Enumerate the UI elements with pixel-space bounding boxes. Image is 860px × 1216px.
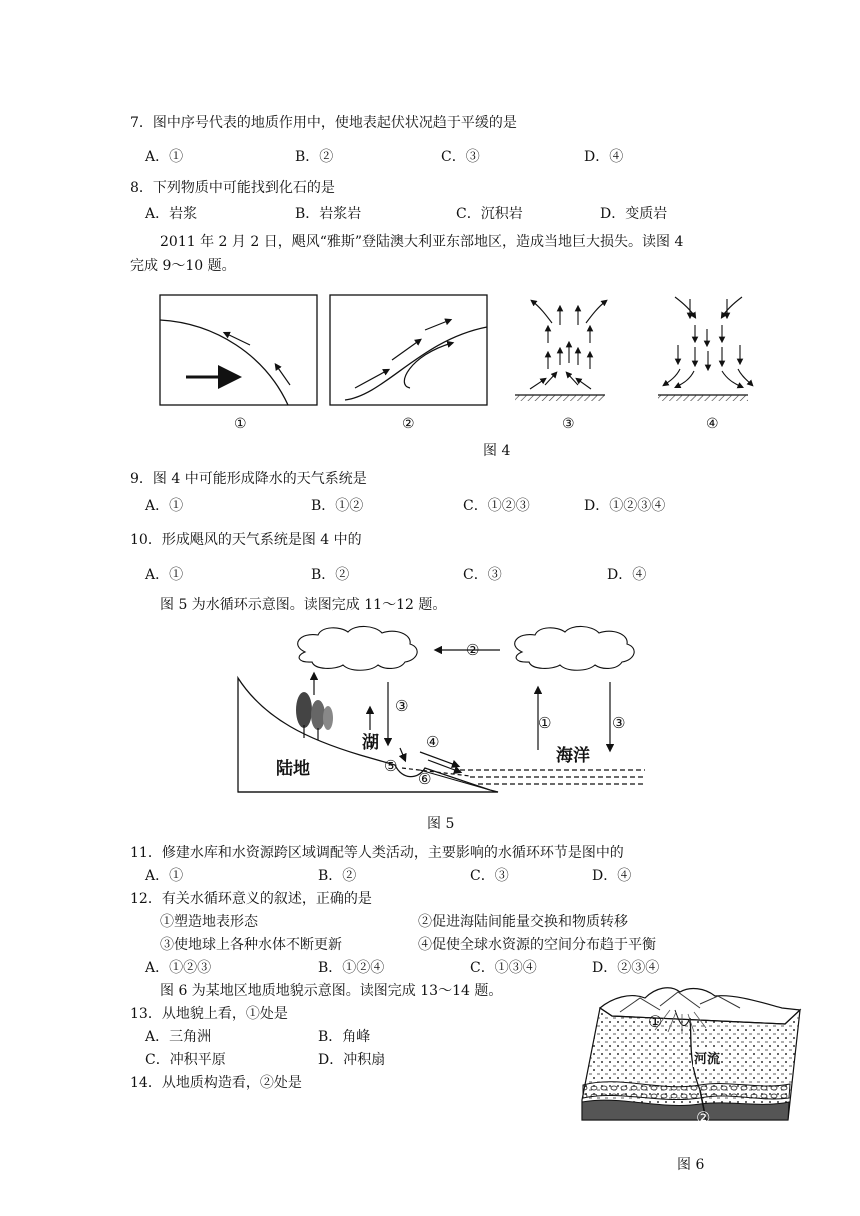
fig5-num-6: ⑥: [418, 770, 432, 788]
q9-option-b: B．①②: [311, 498, 364, 514]
q10-option-d: D．④: [607, 567, 647, 583]
fig5-num-4: ④: [426, 733, 440, 751]
intro-fig5: 图 5 为水循环示意图。读图完成 11～12 题。: [160, 597, 447, 613]
q12-stem: 12．有关水循环意义的叙述，正确的是: [130, 891, 372, 907]
q13-option-a: A．三角洲: [145, 1029, 212, 1045]
q11-option-b: B．②: [318, 868, 357, 884]
fig6-num-1: ①: [648, 1012, 663, 1031]
cloud-right: [515, 626, 634, 670]
q11-stem: 11．修建水库和水资源跨区域调配等人类活动，主要影响的水循环环节是图中的: [130, 845, 624, 861]
q8-option-b: B．岩浆岩: [295, 206, 362, 222]
q11-option-d: D．④: [592, 868, 632, 884]
q13-option-b: B．角峰: [318, 1029, 371, 1045]
q7-option-c: C．③: [441, 149, 480, 165]
q9-option-c: C．①②③: [463, 498, 530, 514]
fig4-label-2: ②: [402, 416, 415, 432]
q10-option-a: A．①: [145, 567, 184, 583]
q13-stem: 13．从地貌上看，①处是: [130, 1006, 288, 1022]
fig5-land-label: 陆地: [276, 759, 310, 779]
cloud-left: [298, 626, 417, 670]
q7-option-d: D．④: [584, 149, 624, 165]
q12-item-1: ①塑造地表形态: [160, 914, 258, 930]
q12-item-2: ②促进海陆间能量交换和物质转移: [418, 914, 628, 930]
q10-option-b: B．②: [311, 567, 350, 583]
fig5-ocean-label: 海洋: [556, 746, 590, 766]
q12-option-c: C．①③④: [470, 960, 537, 976]
fig4-panel-2-warm-front: [330, 295, 487, 405]
fig6-num-2: ②: [696, 1108, 711, 1127]
q12-item-3: ③使地球上各种水体不断更新: [160, 937, 342, 953]
fig4-caption: 图 4: [483, 443, 511, 459]
intro-fig4-line2: 完成 9～10 题。: [130, 258, 236, 274]
fig5-num-3-left: ③: [395, 697, 409, 715]
q7-stem: 7．图中序号代表的地质作用中，使地表起伏状况趋于平缓的是: [130, 115, 517, 131]
q10-stem: 10．形成飓风的天气系统是图 4 中的: [130, 532, 362, 548]
q13-option-d: D．冲积扇: [318, 1052, 386, 1068]
q9-option-a: A．①: [145, 498, 184, 514]
q13-option-c: C．冲积平原: [145, 1052, 226, 1068]
q8-option-c: C．沉积岩: [456, 206, 523, 222]
q8-stem: 8．下列物质中可能找到化石的是: [130, 180, 335, 196]
fig4-panel-1-cold-front: [160, 295, 317, 405]
fig4-label-3: ③: [562, 416, 575, 432]
q14-stem: 14．从地质构造看，②处是: [130, 1075, 302, 1091]
fig4-label-4: ④: [706, 416, 719, 432]
q8-option-a: A．岩浆: [145, 206, 198, 222]
fig5-num-2: ②: [466, 641, 480, 659]
figure-6: [0, 980, 860, 1150]
fig5-num-3-right: ③: [612, 714, 626, 732]
q11-option-c: C．③: [470, 868, 509, 884]
intro-fig4-line1: 2011 年 2 月 2 日，飓风“雅斯”登陆澳大利亚东部地区，造成当地巨大损失。读图 4: [160, 234, 684, 250]
q8-option-d: D．变质岩: [600, 206, 668, 222]
intro-fig6: 图 6 为某地区地质地貌示意图。读图完成 13～14 题。: [160, 983, 503, 999]
q7-option-a: A．①: [145, 149, 184, 165]
q12-option-d: D．②③④: [592, 960, 660, 976]
fig4-label-1: ①: [234, 416, 247, 432]
q12-option-b: B．①②④: [318, 960, 385, 976]
fig6-caption: 图 6: [677, 1157, 705, 1173]
fig5-num-5: ⑤: [384, 757, 398, 775]
q9-stem: 9．图 4 中可能形成降水的天气系统是: [130, 471, 367, 487]
q9-option-d: D．①②③④: [584, 498, 666, 514]
fig5-caption: 图 5: [427, 816, 455, 832]
figure-4: [0, 285, 860, 465]
q12-item-4: ④促使全球水资源的空间分布趋于平衡: [418, 937, 656, 953]
q12-option-a: A．①②③: [145, 960, 212, 976]
q11-option-a: A．①: [145, 868, 184, 884]
fig5-num-1: ①: [538, 714, 552, 732]
q10-option-c: C．③: [463, 567, 502, 583]
fig4-panel-4-high-pressure: [658, 297, 752, 401]
fig4-panel-3-low-pressure: [515, 301, 606, 401]
fig6-river-label: 河流: [693, 1048, 721, 1067]
q7-option-b: B．②: [295, 149, 334, 165]
fig5-lake-label: 湖: [362, 733, 379, 753]
